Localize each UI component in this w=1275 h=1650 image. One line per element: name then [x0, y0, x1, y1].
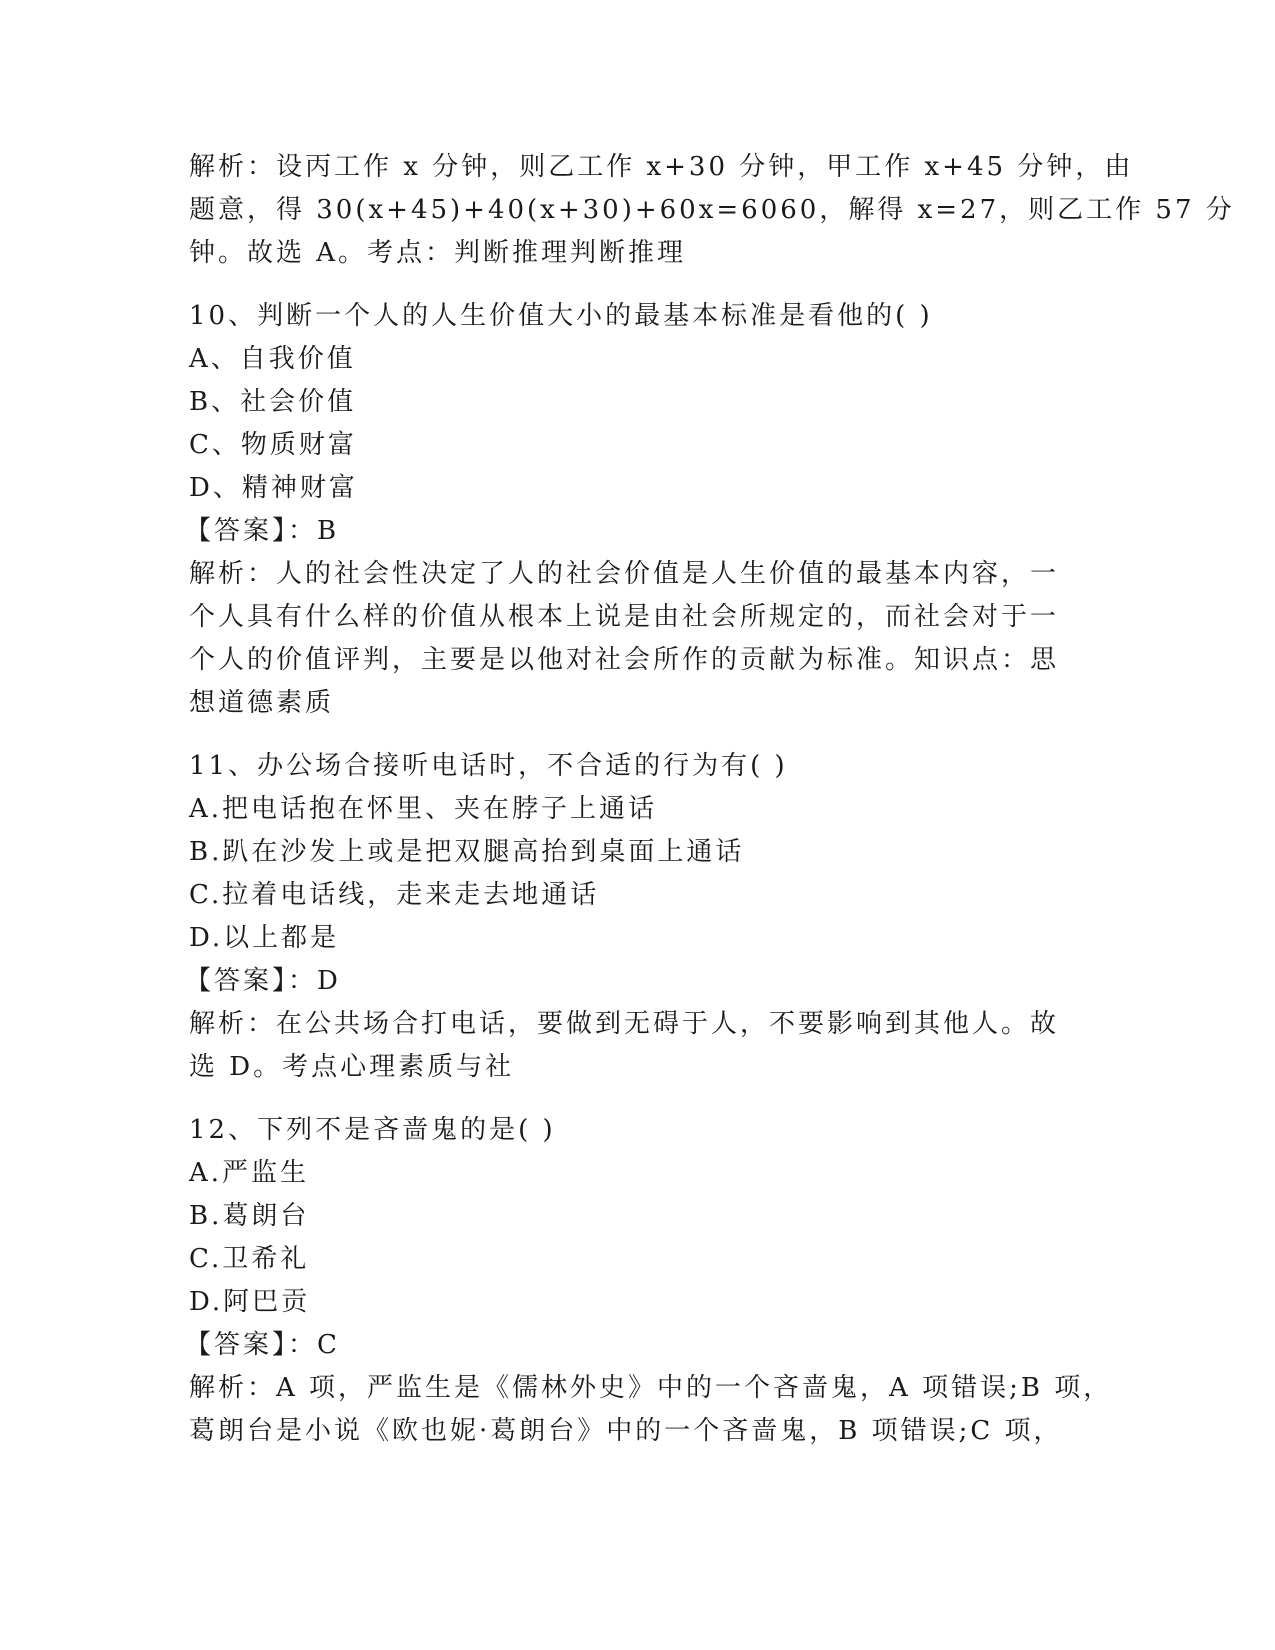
question-block-12 — [185, 1109, 1113, 1453]
option-c: C、物质财富 — [189, 430, 357, 460]
question-block-10 — [185, 295, 1064, 725]
option-d: D.阿巴贡 — [189, 1287, 311, 1317]
answer-label: 【答案】：D — [185, 966, 341, 996]
option-a: A.把电话抱在怀里、夹在脖子上通话 — [189, 794, 658, 824]
explanation-line: 解析：人的社会性决定了人的社会价值是人生价值的最基本内容，一 — [189, 559, 1060, 589]
option-b: B.葛朗台 — [189, 1201, 310, 1231]
option-b: B.趴在沙发上或是把双腿高抬到桌面上通话 — [189, 837, 745, 867]
explanation-line: 解析：设丙工作 x 分钟，则乙工作 x+30 分钟，甲工作 x+45 分钟，由 — [189, 152, 1134, 182]
explanation-line: 个人具有什么样的价值从根本上说是由社会所规定的，而社会对于一 — [189, 602, 1060, 632]
option-a: A.严监生 — [189, 1158, 310, 1188]
option-a: A、自我价值 — [189, 344, 356, 374]
option-d: D、精神财富 — [189, 473, 358, 503]
explanation-line: 解析：A 项，严监生是《儒林外史》中的一个吝啬鬼，A 项错误;B 项， — [189, 1373, 1113, 1403]
question-text: 12、下列不是吝啬鬼的是( ) — [189, 1115, 556, 1145]
option-d: D.以上都是 — [189, 923, 340, 953]
document-content — [185, 146, 1235, 1453]
explanation-block — [189, 146, 1235, 275]
explanation-line: 选 D。考点心理素质与社 — [189, 1052, 515, 1082]
explanation-line: 钟。故选 A。考点：判断推理判断推理 — [189, 238, 687, 268]
question-text: 10、判断一个人的人生价值大小的最基本标准是看他的( ) — [189, 301, 933, 331]
option-c: C.拉着电话线，走来走去地通话 — [189, 880, 600, 910]
explanation-line: 个人的价值评判，主要是以他对社会所作的贡献为标准。知识点：思 — [189, 645, 1060, 675]
option-b: B、社会价值 — [189, 387, 357, 417]
explanation-line: 葛朗台是小说《欧也妮·葛朗台》中的一个吝啬鬼，B 项错误;C 项， — [189, 1416, 1063, 1446]
explanation-line: 解析：在公共场合打电话，要做到无碍于人，不要影响到其他人。故 — [189, 1009, 1060, 1039]
question-text: 11、办公场合接听电话时，不合适的行为有( ) — [189, 751, 788, 781]
answer-label: 【答案】：C — [185, 1330, 340, 1360]
option-c: C.卫希礼 — [189, 1244, 310, 1274]
answer-label: 【答案】：B — [185, 516, 340, 546]
explanation-line: 想道德素质 — [189, 688, 335, 718]
explanation-line: 题意，得 30(x+45)+40(x+30)+60x=6060，解得 x=27，则乙工作 57 分 — [189, 195, 1235, 225]
question-block-11 — [185, 745, 1064, 1089]
